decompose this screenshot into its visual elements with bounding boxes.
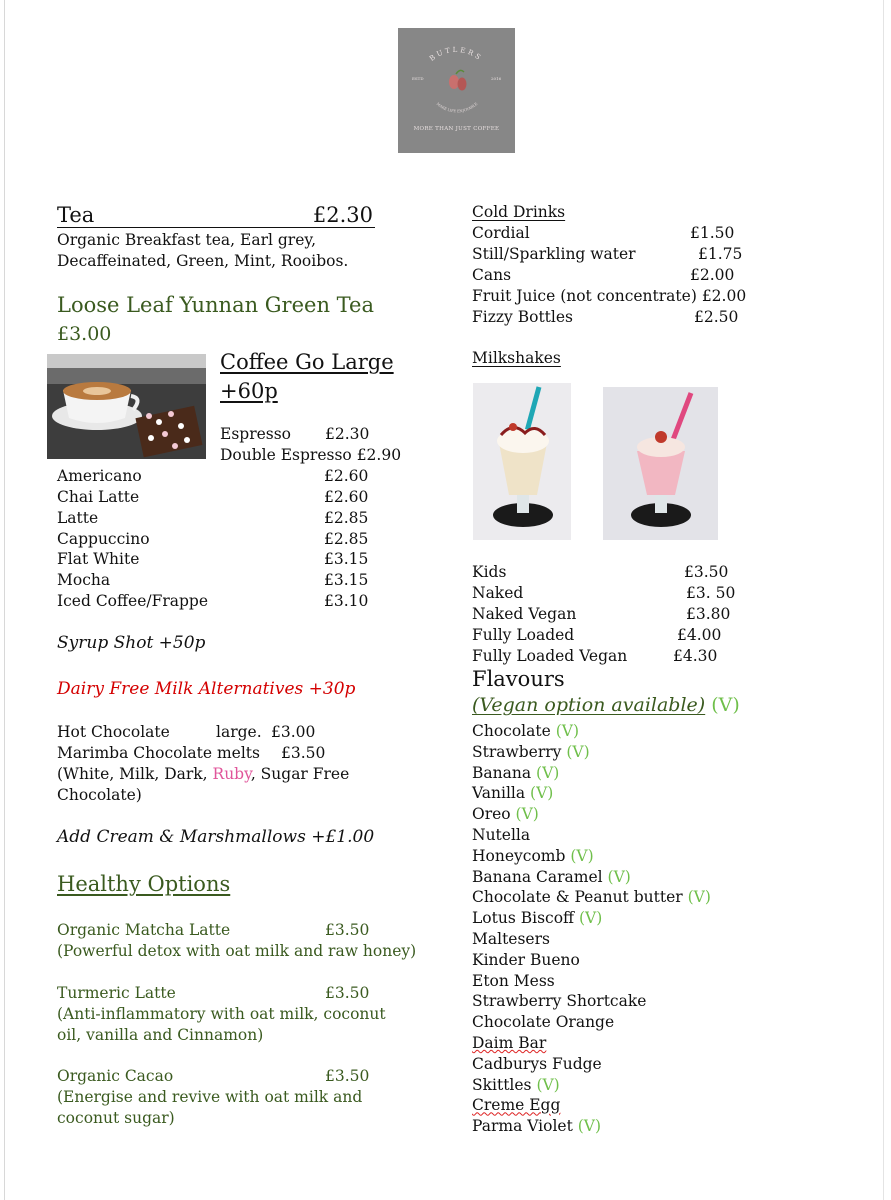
logo-est: ESTD	[412, 76, 424, 81]
flavour-item	[472, 908, 602, 929]
coffee-photo	[47, 354, 206, 459]
healthy-desc-cacao-2: coconut sugar)	[57, 1109, 175, 1127]
flavour-item	[472, 867, 631, 888]
coffee-item-chai-latte: Chai Latte	[57, 488, 140, 506]
cold-drinks-title: Cold Drinks	[472, 203, 566, 221]
cold-item-fruit-juice: Fruit Juice (not concentrate) £2.00	[472, 287, 747, 305]
coffee-price-iced-coffee: £3.10	[324, 592, 369, 610]
milkshake-item-kids: Kids	[472, 563, 507, 581]
loose-leaf-price: £3.00	[57, 323, 112, 345]
cold-item-cordial: Cordial	[472, 224, 530, 242]
cold-item-cans: Cans	[472, 266, 512, 284]
flavour-item	[472, 1116, 601, 1137]
flavour-name: Vanilla	[472, 784, 526, 803]
vegan-note	[472, 694, 740, 716]
flavour-name: Strawberry	[472, 742, 562, 761]
coffee-item-americano: Americano	[57, 467, 142, 485]
flavour-item	[472, 1054, 602, 1075]
flavour-item	[472, 783, 553, 804]
dairy-free-alternatives: Dairy Free Milk Alternatives +30p	[57, 679, 356, 699]
flavour-name: Lotus Biscoff	[472, 909, 575, 928]
milkshake-item-naked-vegan: Naked Vegan	[472, 605, 577, 623]
milkshake-item-naked: Naked	[472, 584, 524, 602]
syrup-shot: Syrup Shot +50p	[57, 633, 206, 653]
cold-item-fizzy: Fizzy Bottles	[472, 308, 573, 326]
coffee-item-double-espresso: Double Espresso £2.90	[220, 446, 402, 464]
flavour-item	[472, 1095, 560, 1116]
flavour-item	[472, 763, 559, 784]
coffee-item-espresso: Espresso	[220, 425, 292, 443]
svg-text:BUTLERS	[428, 46, 484, 63]
coffee-item-iced-coffee: Iced Coffee/Frappe	[57, 592, 209, 610]
vanilla-milkshake-photo	[473, 383, 571, 540]
healthy-desc-turmeric-2: oil, vanilla and Cinnamon)	[57, 1026, 264, 1044]
flavour-name: Cadburys Fudge	[472, 1054, 602, 1073]
flavour-item	[472, 742, 590, 763]
coffee-price-chai-latte: £2.60	[324, 488, 369, 506]
flavour-item	[472, 721, 579, 742]
vegan-option-text: (Vegan option available)	[472, 694, 706, 716]
milkshake-price-kids: £3.50	[684, 563, 729, 581]
healthy-item-turmeric: Turmeric Latte	[57, 984, 176, 1002]
flavour-name: Oreo	[472, 805, 511, 824]
coffee-price-flat-white: £3.15	[324, 550, 369, 568]
flavour-name: Kinder Bueno	[472, 950, 580, 969]
coffee-price-latte: £2.85	[324, 509, 369, 527]
hot-chocolate-size: large.	[216, 723, 262, 741]
flavour-name: Eton Mess	[472, 971, 555, 990]
hot-chocolate-price: £3.00	[271, 723, 316, 741]
milkshake-price-naked-vegan: £3.80	[686, 605, 731, 623]
flavour-name: Chocolate	[472, 722, 551, 740]
cold-price-cordial: £1.50	[690, 224, 735, 242]
tea-heading	[57, 203, 375, 228]
flavour-name: Strawberry Shortcake	[472, 992, 647, 1011]
flavours-title: Flavours	[472, 667, 565, 691]
cold-price-water: £1.75	[698, 245, 743, 263]
svg-text:MAKE LIFE ENJOYABLE	[436, 102, 479, 114]
flavour-name: Honeycomb	[472, 846, 566, 865]
vegan-marker: (V)	[510, 805, 539, 824]
healthy-desc-cacao-1: (Energise and revive with oat milk and	[57, 1088, 363, 1106]
logo-tagline: MORE THAN JUST COFFEE	[413, 126, 500, 132]
vegan-marker: (V)	[561, 742, 590, 761]
healthy-desc-turmeric-1: (Anti-inflammatory with oat milk, coconut	[57, 1005, 386, 1023]
logo-brand: BUTLERS	[428, 45, 484, 63]
healthy-item-matcha: Organic Matcha Latte	[57, 921, 231, 939]
loose-leaf-title: Loose Leaf Yunnan Green Tea	[57, 293, 374, 317]
strawberry-milkshake-photo	[603, 387, 718, 540]
milkshakes-title: Milkshakes	[472, 349, 561, 367]
coffee-price-cappuccino: £2.85	[324, 530, 369, 548]
flavour-name: Banana Caramel	[472, 867, 603, 886]
add-cream: Add Cream & Marshmallows +£1.00	[57, 827, 375, 847]
flavour-name: Banana	[472, 763, 532, 782]
milkshake-item-fully-loaded-vegan: Fully Loaded Vegan	[472, 647, 628, 665]
flavour-name: Parma Violet	[472, 1117, 573, 1136]
hot-chocolate-name: Hot Chocolate	[57, 723, 170, 741]
flavour-item	[472, 825, 530, 846]
vegan-marker: (V)	[711, 694, 740, 716]
logo-motto: MAKE LIFE ENJOYABLE	[435, 101, 479, 114]
flavour-item	[472, 950, 580, 971]
marimba-price: £3.50	[281, 744, 326, 762]
vegan-marker: (V)	[531, 763, 560, 782]
logo-year: 2016	[491, 76, 502, 81]
healthy-desc-matcha: (Powerful detox with oat milk and raw honey)	[57, 942, 417, 960]
logo-emblem-icon	[398, 28, 515, 153]
flavour-name: Creme Egg	[472, 1096, 561, 1115]
coffee-title: Coffee Go Large	[220, 350, 394, 374]
coffee-item-cappuccino: Cappuccino	[57, 530, 150, 548]
vegan-marker: (V)	[550, 722, 580, 740]
healthy-item-cacao: Organic Cacao	[57, 1067, 174, 1085]
flavour-item	[472, 1012, 614, 1033]
cold-price-fruit-juice: £2.00	[701, 287, 747, 305]
flavour-item	[472, 991, 646, 1012]
marimba-options: (White, Milk, Dark, Ruby, Sugar Free	[57, 765, 350, 783]
vegan-marker: (V)	[565, 846, 594, 865]
coffee-heading	[220, 348, 394, 406]
coffee-price-mocha: £3.15	[324, 571, 369, 589]
flavour-name: Nutella	[472, 826, 531, 844]
coffee-item-mocha: Mocha	[57, 571, 111, 589]
flavour-item	[472, 804, 539, 825]
flavour-name: Chocolate Orange	[472, 1013, 615, 1032]
healthy-price-turmeric: £3.50	[325, 984, 370, 1002]
marimba-options-line2: Chocolate)	[57, 786, 142, 804]
flavour-name: Maltesers	[472, 930, 550, 948]
coffee-item-latte: Latte	[57, 509, 99, 527]
vegan-marker: (V)	[682, 888, 711, 907]
flavour-name: Daim Bar	[472, 1034, 547, 1052]
cold-item-water: Still/Sparkling water	[472, 245, 636, 263]
cold-price-cans: £2.00	[690, 266, 735, 284]
healthy-options-title: Healthy Options	[57, 872, 231, 896]
milkshake-price-fully-loaded: £4.00	[677, 626, 722, 644]
healthy-price-matcha: £3.50	[325, 921, 370, 939]
cold-price-fizzy: £2.50	[694, 308, 739, 326]
coffee-price-americano: £2.60	[324, 467, 369, 485]
vegan-marker: (V)	[602, 867, 631, 886]
flavour-item	[472, 846, 594, 867]
healthy-price-cacao: £3.50	[325, 1067, 370, 1085]
tea-desc-line2: Decaffeinated, Green, Mint, Rooibos.	[57, 252, 349, 270]
coffee-upsize: +60p	[220, 379, 278, 403]
vegan-marker: (V)	[574, 909, 603, 928]
flavour-item	[472, 1075, 560, 1096]
milkshake-price-naked: £3. 50	[686, 584, 736, 602]
vegan-marker: (V)	[525, 784, 554, 803]
flavour-item	[472, 887, 711, 908]
flavour-item	[472, 1033, 546, 1054]
vegan-marker: (V)	[531, 1075, 560, 1094]
coffee-price-espresso: £2.30	[325, 425, 370, 443]
tea-desc-line1: Organic Breakfast tea, Earl grey,	[57, 231, 316, 249]
milkshake-item-fully-loaded: Fully Loaded	[472, 626, 575, 644]
tea-price: £2.30	[312, 203, 373, 227]
coffee-item-flat-white: Flat White	[57, 550, 140, 568]
butlers-logo	[398, 28, 515, 153]
flavour-item	[472, 929, 550, 950]
milkshake-price-fully-loaded-vegan: £4.30	[673, 647, 718, 665]
flavour-name: Skittles	[472, 1075, 532, 1094]
tea-title: Tea	[57, 203, 95, 227]
vegan-marker: (V)	[572, 1117, 602, 1136]
flavour-item	[472, 971, 555, 992]
flavour-name: Chocolate & Peanut butter	[472, 888, 683, 907]
marimba-name: Marimba Chocolate melts	[57, 744, 260, 762]
ruby-option: Ruby	[212, 765, 251, 783]
